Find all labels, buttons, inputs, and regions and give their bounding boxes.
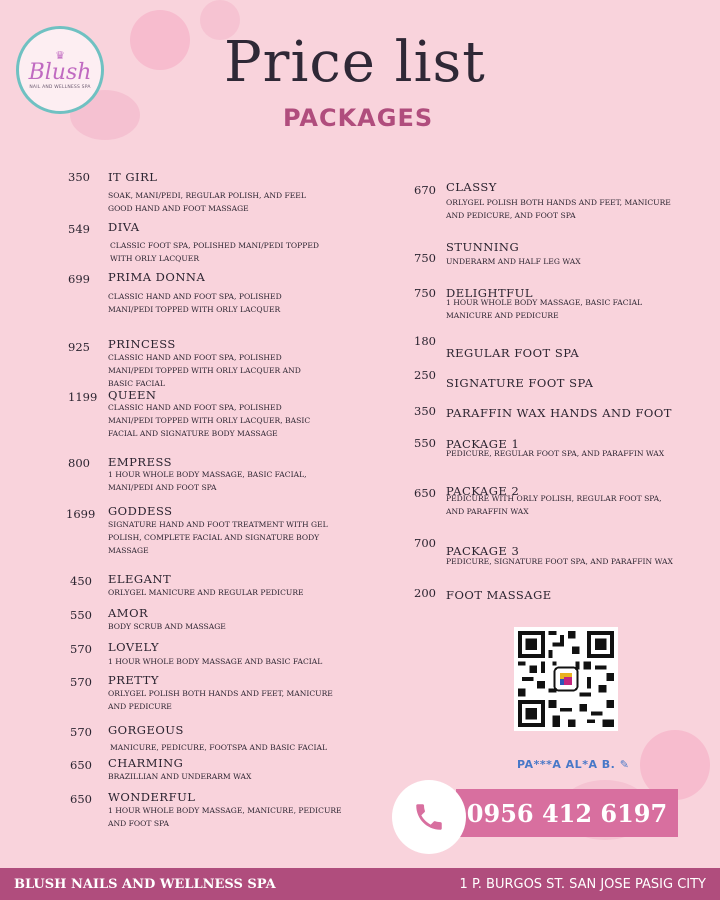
payment-qr-code[interactable] bbox=[514, 627, 618, 731]
package-price: 350 bbox=[68, 170, 90, 184]
package-name: QUEEN bbox=[108, 388, 157, 402]
package-description: SOAK, MANI/PEDI, REGULAR POLISH, AND FEEL GOOD HAND AND FOOT MASSAGE bbox=[108, 191, 306, 213]
logo-subtext: NAIL AND WELLNESS SPA bbox=[29, 85, 91, 91]
package-description: BODY SCRUB AND MASSAGE bbox=[108, 622, 226, 631]
package-description: 1 HOUR WHOLE BODY MASSAGE, BASIC FACIAL MANICURE AND PEDICURE bbox=[446, 298, 643, 320]
package-description: MANICURE, PEDICURE, FOOTSPA AND BASIC FACIAL bbox=[110, 743, 328, 752]
package-price: 550 bbox=[414, 436, 436, 450]
phone-number: 0956 412 6197 bbox=[466, 798, 668, 828]
package-price: 570 bbox=[70, 642, 92, 656]
footer-business-name: BLUSH NAILS AND WELLNESS SPA bbox=[14, 876, 276, 892]
package-name: REGULAR FOOT SPA bbox=[446, 346, 580, 360]
package-description: PEDICURE, REGULAR FOOT SPA, AND PARAFFIN WAX bbox=[446, 449, 665, 458]
package-price: 750 bbox=[414, 286, 436, 300]
package-price: 700 bbox=[414, 536, 436, 550]
package-price: 200 bbox=[414, 586, 436, 600]
package-name: AMOR bbox=[108, 606, 149, 620]
package-price: 800 bbox=[68, 456, 90, 470]
package-name: STUNNING bbox=[446, 240, 520, 254]
package-name: ELEGANT bbox=[108, 572, 172, 586]
package-name: PACKAGE 1 bbox=[446, 437, 520, 451]
footer-address: 1 P. BURGOS ST. SAN JOSE PASIG CITY bbox=[459, 876, 706, 892]
package-price: 650 bbox=[70, 758, 92, 772]
package-description: CLASSIC FOOT SPA, POLISHED MANI/PEDI TOPPED WITH ORLY LACQUER bbox=[110, 241, 319, 263]
qr-code-icon bbox=[518, 631, 614, 727]
phone-icon-circle[interactable] bbox=[392, 780, 466, 854]
package-name: CLASSY bbox=[446, 180, 497, 194]
package-description: CLASSIC HAND AND FOOT SPA, POLISHED MANI/PEDI TOPPED WITH ORLY LACQUER bbox=[108, 292, 282, 314]
package-price: 570 bbox=[70, 725, 92, 739]
package-name: PACKAGE 2 bbox=[446, 484, 520, 498]
phone-number-bar[interactable] bbox=[456, 789, 678, 837]
package-name: PARAFFIN WAX HANDS AND FOOT bbox=[446, 406, 672, 420]
package-price: 699 bbox=[68, 272, 90, 286]
package-description: 1 HOUR WHOLE BODY MASSAGE, BASIC FACIAL, MANI/PEDI AND FOOT SPA bbox=[108, 470, 307, 492]
package-name: GORGEOUS bbox=[108, 723, 184, 737]
package-price: 650 bbox=[70, 792, 92, 806]
package-description: PEDICURE, SIGNATURE FOOT SPA, AND PARAFFIN WAX bbox=[446, 557, 673, 566]
package-name: PRINCESS bbox=[108, 337, 176, 351]
package-price: 549 bbox=[68, 222, 90, 236]
package-description: CLASSIC HAND AND FOOT SPA, POLISHED MANI/PEDI TOPPED WITH ORLY LACQUER, BASIC FACIAL AND SIGNATURE BODY MASSAGE bbox=[108, 403, 311, 438]
package-description: BRAZILLIAN AND UNDERARM WAX bbox=[108, 772, 252, 781]
package-price: 650 bbox=[414, 486, 436, 500]
package-name: GODDESS bbox=[108, 504, 173, 518]
package-price: 180 bbox=[414, 334, 436, 348]
package-name: IT GIRL bbox=[108, 170, 158, 184]
package-name: PACKAGE 3 bbox=[446, 544, 520, 558]
package-description: 1 HOUR WHOLE BODY MASSAGE AND BASIC FACIAL bbox=[108, 657, 323, 666]
package-price: 670 bbox=[414, 183, 436, 197]
package-price: 570 bbox=[70, 675, 92, 689]
package-name: PRIMA DONNA bbox=[108, 270, 206, 284]
account-name-text: PA***A AL*A B. bbox=[517, 758, 616, 771]
phone-icon bbox=[412, 800, 446, 834]
logo-text: Blush bbox=[28, 59, 92, 85]
package-price: 550 bbox=[70, 608, 92, 622]
package-name: SIGNATURE FOOT SPA bbox=[446, 376, 594, 390]
package-description: 1 HOUR WHOLE BODY MASSAGE, MANICURE, PEDICURE AND FOOT SPA bbox=[108, 806, 342, 828]
package-name: FOOT MASSAGE bbox=[446, 588, 552, 602]
brand-logo bbox=[16, 26, 104, 114]
blossom-decoration bbox=[130, 10, 190, 70]
package-description: SIGNATURE HAND AND FOOT TREATMENT WITH GEL POLISH, COMPLETE FACIAL AND SIGNATURE BODY MASSAGE bbox=[108, 520, 328, 555]
pencil-icon: ✎ bbox=[619, 758, 630, 771]
package-name: WONDERFUL bbox=[108, 790, 196, 804]
package-price: 450 bbox=[70, 574, 92, 588]
package-price: 250 bbox=[414, 368, 436, 382]
package-description: ORLYGEL POLISH BOTH HANDS AND FEET, MANICURE AND PEDICURE, AND FOOT SPA bbox=[446, 198, 671, 220]
package-price: 750 bbox=[414, 251, 436, 265]
package-name: DIVA bbox=[108, 220, 140, 234]
package-name: LOVELY bbox=[108, 640, 160, 654]
crown-icon: ♛ bbox=[55, 48, 65, 62]
package-description: UNDERARM AND HALF LEG WAX bbox=[446, 257, 581, 266]
page-subtitle: PACKAGES bbox=[283, 104, 434, 132]
payment-account-name bbox=[517, 758, 629, 771]
package-name: EMPRESS bbox=[108, 455, 173, 469]
package-name: DELIGHTFUL bbox=[446, 286, 533, 300]
package-price: 350 bbox=[414, 404, 436, 418]
package-description: ORLYGEL POLISH BOTH HANDS AND FEET, MANICURE AND PEDICURE bbox=[108, 689, 333, 711]
page-title: Price list bbox=[224, 30, 486, 95]
package-price: 1699 bbox=[66, 507, 96, 521]
package-name: CHARMING bbox=[108, 756, 184, 770]
package-name: PRETTY bbox=[108, 673, 159, 687]
package-description: PEDICURE WITH ORLY POLISH, REGULAR FOOT SPA, AND PARAFFIN WAX bbox=[446, 494, 662, 516]
package-price: 1199 bbox=[68, 390, 98, 404]
package-description: ORLYGEL MANICURE AND REGULAR PEDICURE bbox=[108, 588, 304, 597]
footer-bar bbox=[0, 868, 720, 900]
package-description: CLASSIC HAND AND FOOT SPA, POLISHED MANI/PEDI TOPPED WITH ORLY LACQUER AND BASIC FACIAL bbox=[108, 353, 301, 388]
package-price: 925 bbox=[68, 340, 90, 354]
